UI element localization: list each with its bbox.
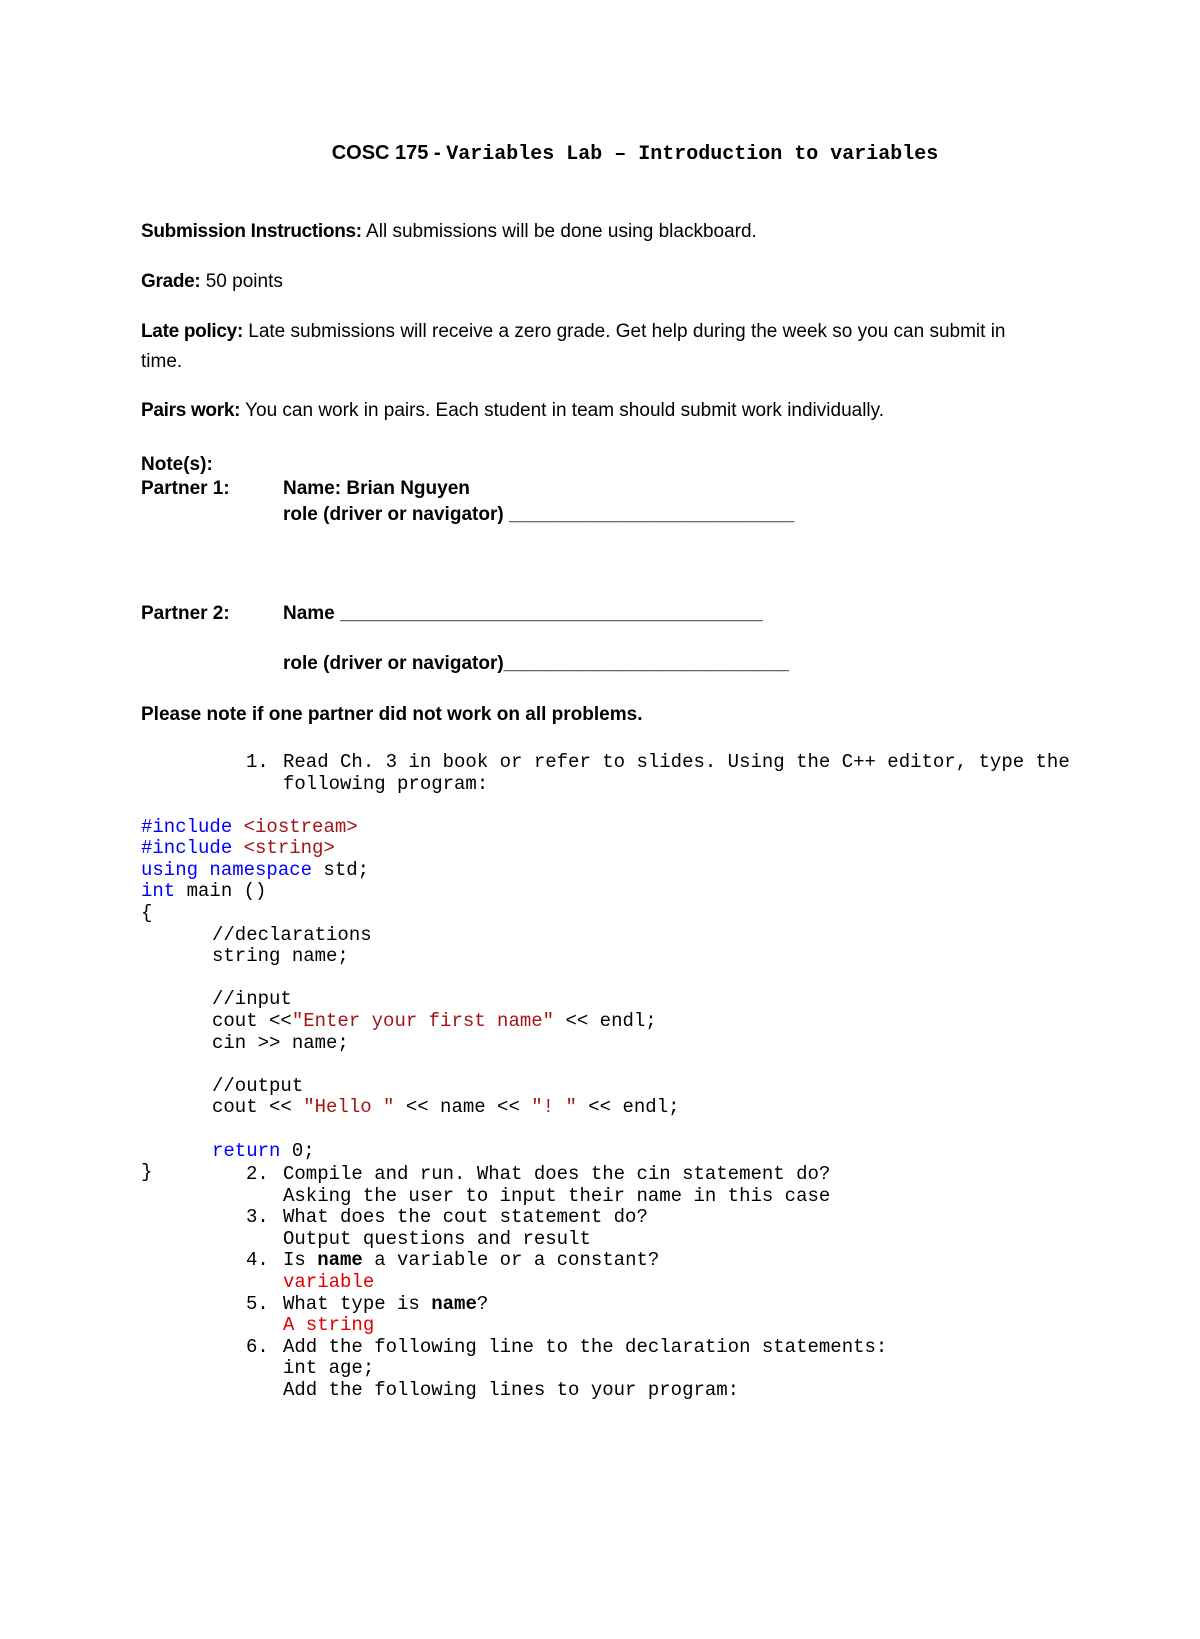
q5-answer: A string [283,1314,375,1337]
code-cin: cin >> name; [212,1031,349,1054]
late-value: Late submissions will receive a zero grade. Get help during the week so you can submit in time. [141,321,1006,372]
q6-code: int age; [283,1357,375,1380]
code-cout-hello: cout << "Hello " << name << "! " << endl; [212,1096,680,1119]
code-open-brace: { [141,901,153,924]
partner1-role: role (driver or navigator) ___________________________ [283,504,795,525]
submission-label: Submission Instructions: [141,221,362,242]
code-using-namespace: using namespace std; [141,858,370,881]
pairs-work [141,396,1041,426]
q1-line2: following program: [283,773,489,795]
q5-text: What type is name? [283,1292,489,1315]
q3-number: 3. [246,1206,269,1229]
q2-answer: Asking the user to input their name in this case [283,1184,831,1207]
lab-title: Variables Lab – Introduction to variables [446,143,939,166]
q3-text: What does the cout statement do? [283,1206,648,1229]
partner2-label: Partner 2: [141,603,230,624]
code-comment-declarations: //declarations [212,923,372,946]
partner1-label: Partner 1: [141,478,230,499]
code-blank-2 [141,1054,680,1076]
code-declaration: string name; [212,945,349,968]
q5-number: 5. [246,1292,269,1315]
late-label: Late policy: [141,321,243,342]
notes-label: Note(s): [141,454,213,475]
partner2-role: role (driver or navigator)___________________________ [283,653,789,674]
submission-value: All submissions will be done using blackboard. [361,221,757,242]
q2-text: Compile and run. What does the cin statement do? [283,1163,831,1185]
partner-note: Please note if one partner did not work on all problems. [141,704,643,725]
pairs-value: You can work in pairs. Each student in team should submit work individually. [240,400,885,421]
questions-list [0,1161,1200,1404]
code-comment-input: //input [212,988,292,1011]
code-return: return 0; [212,1139,315,1162]
q6-number: 6. [246,1335,269,1358]
q2-number: 2. [246,1163,269,1185]
code-main-signature: int main () [141,880,267,903]
q6-text: Add the following line to the declaration statements: [283,1335,888,1358]
q4-number: 4. [246,1249,269,1272]
q6-more: Add the following lines to your program: [283,1379,740,1401]
code-comment-output: //output [212,1074,304,1097]
grade-field [141,267,1041,297]
late-policy [141,317,1041,377]
code-blank-3 [141,1119,680,1141]
code-include-iostream: #include <iostream> [141,815,358,838]
q3-answer: Output questions and result [283,1227,591,1250]
code-close-brace: } [141,1161,153,1184]
grade-label: Grade: [141,271,201,292]
code-blank-1 [141,968,680,990]
partner1-name: Name: Brian Nguyen [283,478,470,499]
grade-value: 50 points [200,271,283,292]
q1-number: 1. [246,751,269,773]
pairs-label: Pairs work: [141,400,241,421]
course-code: COSC 175 - [331,142,447,164]
code-cout-prompt: cout <<"Enter your first name" << endl; [212,1009,657,1032]
partner2-name: Name ________________________________________ [283,603,763,624]
q1-line1: Read Ch. 3 in book or refer to slides. Using the C++ editor, type the [283,751,1070,773]
q4-text: Is name a variable or a constant? [283,1249,660,1272]
code-include-string: #include <string> [141,837,335,860]
question-1 [0,751,1200,795]
submission-instructions [141,217,1041,247]
q4-answer: variable [283,1271,375,1293]
document-title [0,142,1200,166]
